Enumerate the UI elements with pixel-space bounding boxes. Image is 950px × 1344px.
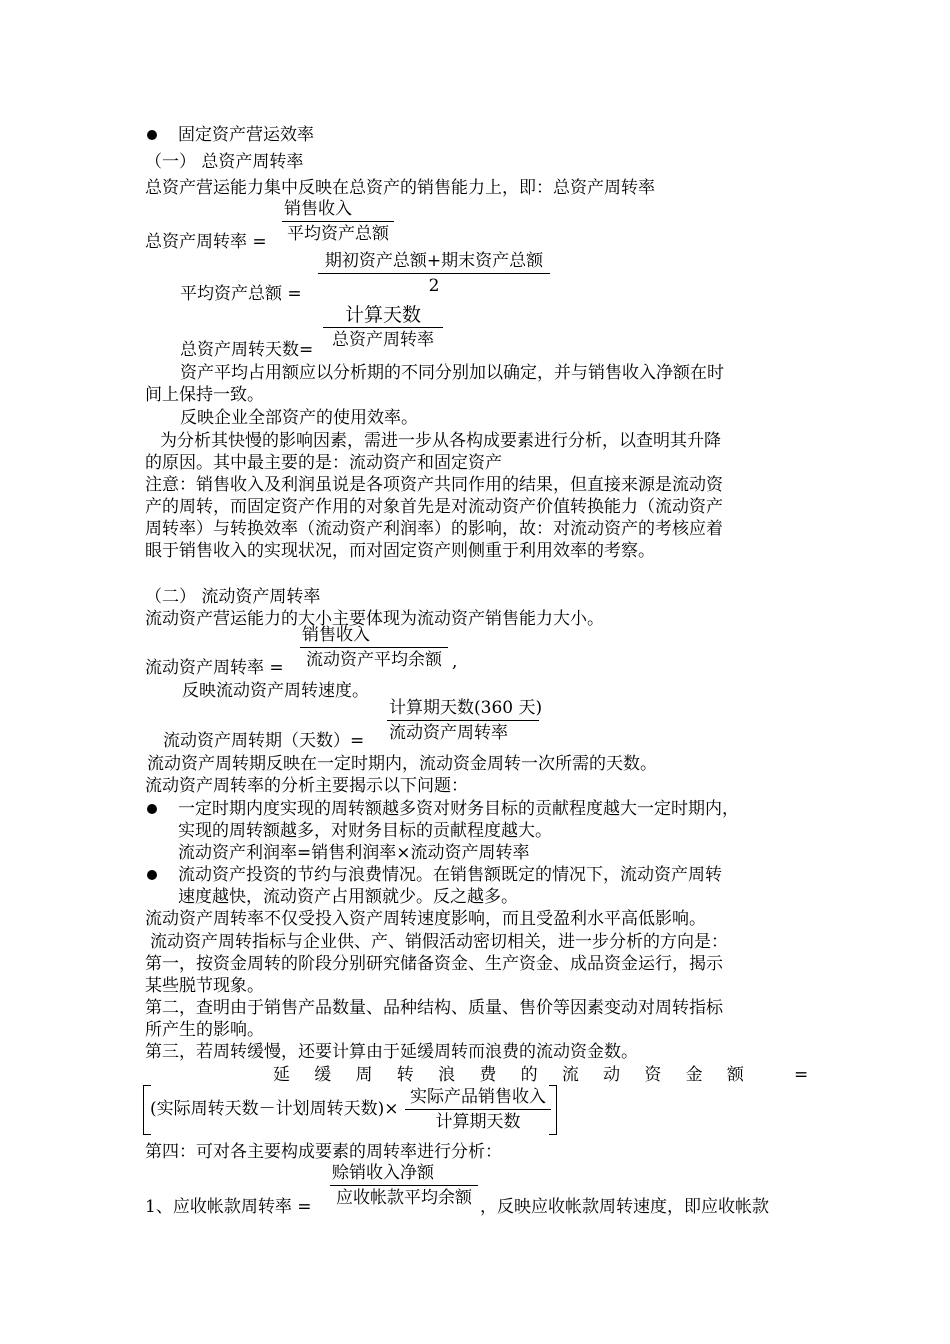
formula-label: 1、应收帐款周转率 = <box>145 1197 312 1217</box>
waste-char: 缓 <box>314 1065 332 1085</box>
formula-fraction <box>330 1162 478 1209</box>
bullet-item: 实现的周转额越多，对财务目标的贡献程度越大。 <box>178 821 552 841</box>
paragraph: ，反映应收帐款周转速度，即应收帐款 <box>480 1197 769 1217</box>
numerator: 实际产品销售收入 <box>410 1087 546 1107</box>
waste-char: 转 <box>396 1065 414 1085</box>
subsection-title: （一） 总资产周转率 <box>145 152 304 172</box>
paragraph: 总资产营运能力集中反映在总资产的销售能力上，即：总资产周转率 <box>145 178 655 198</box>
bracket-corner <box>549 1134 556 1135</box>
paragraph: 反映流动资产周转速度。 <box>182 681 369 701</box>
formula-fraction <box>300 624 448 671</box>
subsection-title: （二） 流动资产周转率 <box>145 587 321 607</box>
paragraph: 反映企业全部资产的使用效率。 <box>180 408 418 428</box>
waste-char: 延 <box>273 1065 290 1085</box>
formula-fraction <box>405 1086 551 1133</box>
paragraph: 产的周转，而固定资产作用的对象首先是对流动资产价值转换能力（流动资产 <box>145 497 723 517</box>
waste-char: 资 <box>644 1065 662 1085</box>
bullet-icon <box>147 804 157 814</box>
waste-char: 费 <box>479 1065 497 1085</box>
bullet-heading: 固定资产营运效率 <box>178 125 314 145</box>
numerator: 计算期天数(360 天) <box>389 698 543 718</box>
waste-char: 浪 <box>438 1065 456 1085</box>
paragraph: 流动资产周转期反映在一定时期内，流动资金周转一次所需的天数。 <box>147 754 657 774</box>
paragraph: 流动资产周转率不仅受投入资产周转速度影响，而且受盈利水平高低影响。 <box>145 909 706 929</box>
paragraph: 眼于销售收入的实现状况，而对固定资产则侧重于利用效率的考察。 <box>145 541 655 561</box>
formula-fraction <box>282 198 394 245</box>
denominator: 计算期天数 <box>435 1112 521 1132</box>
paragraph: 注意：销售收入及利润虽说是各项资产共同作用的结果，但直接来源是流动资 <box>145 475 723 495</box>
waste-char: 额 <box>726 1065 744 1085</box>
denominator: 流动资产平均余额 <box>306 650 442 670</box>
bullet-icon <box>147 130 157 140</box>
paragraph: 第四：可对各主要构成要素的周转率进行分析： <box>145 1142 502 1162</box>
numerator: 销售收入 <box>302 625 370 645</box>
numerator: 计算天数 <box>344 304 421 326</box>
formula-label: 平均资产总额 = <box>180 284 302 304</box>
formula-fraction <box>387 697 543 744</box>
waste-char: 金 <box>685 1065 703 1085</box>
formula-fraction <box>318 250 550 297</box>
paragraph: 某些脱节现象。 <box>145 976 264 996</box>
paragraph: 第二，查明由于销售产品数量、品种结构、质量、售价等因素变动对周转指标 <box>145 998 723 1018</box>
denominator: 流动资产周转率 <box>389 723 508 743</box>
paragraph: 间上保持一致。 <box>145 385 264 405</box>
waste-char: 动 <box>603 1065 621 1085</box>
equals-sign: = <box>794 1065 809 1085</box>
numerator: 赊销收入净额 <box>332 1163 434 1183</box>
formula-label: 流动资产周转率 = <box>145 658 284 678</box>
paragraph: 资产平均占用额应以分析期的不同分别加以确定，并与销售收入净额在时 <box>180 363 724 383</box>
numerator: 销售收入 <box>284 199 352 219</box>
formula-fraction <box>323 304 443 351</box>
formula-tail: , <box>452 652 458 672</box>
formula-text: 流动资产利润率=销售利润率×流动资产周转率 <box>178 843 530 863</box>
formula-label: 流动资产周转期（天数）= <box>163 731 365 751</box>
bullet-icon <box>147 870 157 880</box>
paragraph: 流动资产营运能力的大小主要体现为流动资产销售能力大小。 <box>145 609 604 629</box>
paragraph: 第三，若周转缓慢，还要计算由于延缓周转而浪费的流动资金数。 <box>145 1042 638 1062</box>
formula-left: (实际周转天数－计划周转天数)× <box>150 1099 399 1119</box>
waste-formula-label <box>273 1064 744 1086</box>
formula-label: 总资产周转天数= <box>180 340 314 360</box>
paragraph: 流动资产周转指标与企业供、产、销假活动密切相关，进一步分析的方向是： <box>150 932 728 952</box>
denominator: 总资产周转率 <box>332 330 434 350</box>
paragraph: 流动资产周转率的分析主要揭示以下问题： <box>145 776 468 796</box>
paragraph: 第一，按资金周转的阶段分别研究储备资金、生产资金、成品资金运行，揭示 <box>145 954 723 974</box>
bullet-item: 一定时期内度实现的周转额越多资对财务目标的贡献程度越大一定时期内， <box>178 799 739 819</box>
paragraph: 为分析其快慢的影响因素，需进一步从各构成要素进行分析，以查明其升降 <box>160 431 721 451</box>
denominator: 平均资产总额 <box>287 224 389 244</box>
numerator: 期初资产总额+期末资产总额 <box>324 251 544 271</box>
paragraph: 周转率）与转换效率（流动资产利润率）的影响，故：对流动资产的考核应着 <box>145 519 723 539</box>
waste-char: 流 <box>561 1065 579 1085</box>
waste-char: 周 <box>355 1065 373 1085</box>
bullet-item: 速度越快，流动资产占用额就少。反之越多。 <box>178 887 518 907</box>
formula-label: 总资产周转率 = <box>145 232 267 252</box>
waste-char: 的 <box>520 1065 538 1085</box>
denominator: 2 <box>428 276 440 296</box>
denominator: 应收帐款平均余额 <box>336 1188 472 1208</box>
paragraph: 的原因。其中最主要的是：流动资产和固定资产 <box>145 453 502 473</box>
bullet-item: 流动资产投资的节约与浪费情况。在销售额既定的情况下，流动资产周转 <box>178 865 722 885</box>
paragraph: 所产生的影响。 <box>145 1020 264 1040</box>
